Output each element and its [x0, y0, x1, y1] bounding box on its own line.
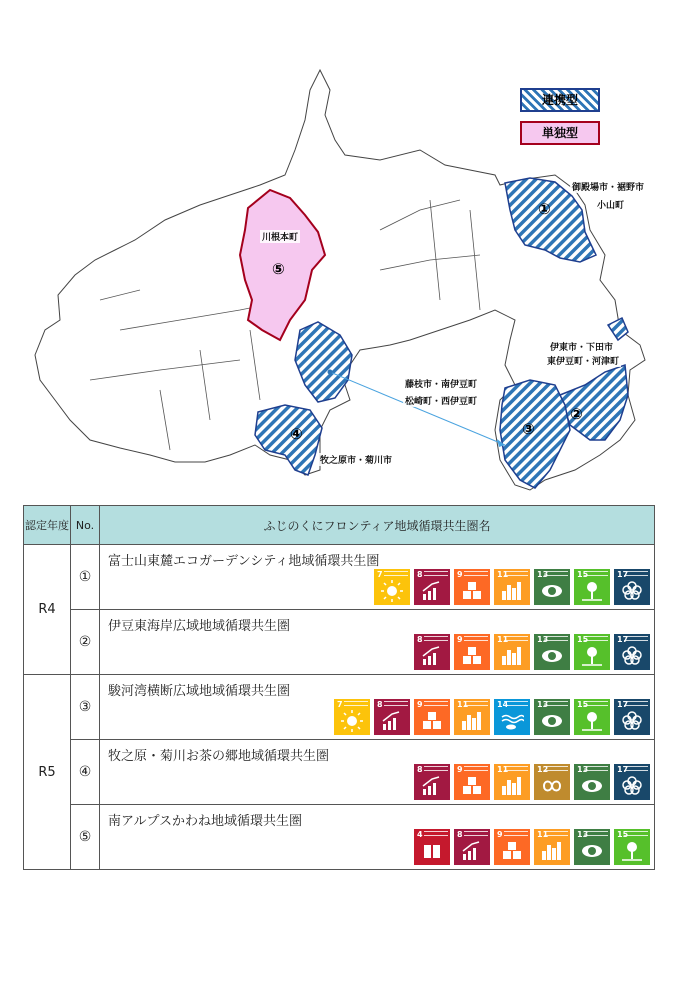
city-icon	[494, 764, 530, 800]
sdg-number: 7	[337, 700, 343, 709]
region-name: 牧之原・菊川お茶の郷地域循環共生圏	[108, 749, 330, 764]
sdg-number: 8	[417, 765, 423, 774]
sdg-number: 4	[417, 830, 423, 839]
tree-icon	[614, 829, 650, 865]
number-cell: ①	[71, 545, 100, 610]
rings-icon	[614, 699, 650, 735]
year-cell: R4	[24, 545, 71, 675]
name-cell	[100, 805, 655, 870]
sdg-number: 9	[497, 830, 503, 839]
header-no: No.	[71, 506, 100, 545]
sdg-number: 13	[577, 765, 589, 774]
number-cell: ⑤	[71, 805, 100, 870]
sdg-icons	[414, 764, 650, 800]
sdg-number: 15	[617, 830, 629, 839]
sdg-number: 11	[497, 765, 509, 774]
sdg-number: 8	[377, 700, 383, 709]
growth-chart-icon	[414, 634, 450, 670]
sdg-number: 8	[417, 635, 423, 644]
table-row	[24, 805, 655, 870]
legend-cooperative: 連携型	[520, 88, 600, 112]
sdg-number: 17	[617, 570, 629, 579]
cubes-icon	[454, 569, 490, 605]
tree-icon	[574, 569, 610, 605]
sdg-number: 9	[457, 570, 463, 579]
sdg-number: 9	[417, 700, 423, 709]
label-area4: 牧之原市・菊川市	[318, 453, 394, 466]
cubes-icon	[454, 634, 490, 670]
region-name: 駿河湾横断広域地域循環共生圏	[108, 684, 291, 699]
sdg-number: 11	[457, 700, 469, 709]
sdg-number: 15	[577, 700, 589, 709]
label-area1-b: 小山町	[595, 198, 626, 211]
sdg-number: 15	[577, 635, 589, 644]
sdg-number: 13	[537, 700, 549, 709]
label-area1-a: 御殿場市・裾野市	[570, 180, 646, 193]
table-row	[24, 740, 655, 805]
sdg-number: 17	[617, 700, 629, 709]
sdg-icons	[334, 699, 650, 735]
sdg-number: 17	[617, 765, 629, 774]
sdg-number: 8	[417, 570, 423, 579]
number-cell: ③	[71, 675, 100, 740]
growth-chart-icon	[414, 569, 450, 605]
sdg-number: 14	[497, 700, 509, 709]
sdg-number: 13	[537, 635, 549, 644]
map-number-3: ③	[522, 420, 535, 438]
city-icon	[534, 829, 570, 865]
sun-icon	[334, 699, 370, 735]
sdg-icons	[374, 569, 650, 605]
sdg-number: 17	[617, 635, 629, 644]
label-area2-a: 伊東市・下田市	[548, 340, 615, 353]
rings-icon	[614, 569, 650, 605]
eye-globe-icon	[534, 699, 570, 735]
city-icon	[494, 569, 530, 605]
sdg-number: 9	[457, 765, 463, 774]
map-number-1: ①	[538, 200, 551, 218]
label-area5: 川根本町	[260, 230, 300, 243]
sdg-number: 11	[497, 635, 509, 644]
name-cell	[100, 675, 655, 740]
table-row	[24, 610, 655, 675]
rings-icon	[614, 764, 650, 800]
eye-globe-icon	[534, 569, 570, 605]
legend-single: 単独型	[520, 121, 600, 145]
region-name: 富士山東麓エコガーデンシティ地域循環共生圏	[108, 554, 380, 569]
circulation-table	[23, 505, 655, 870]
sdg-number: 15	[577, 570, 589, 579]
sun-icon	[374, 569, 410, 605]
book-icon	[414, 829, 450, 865]
map-number-2: ②	[570, 405, 583, 423]
sdg-number: 7	[377, 570, 383, 579]
region-name: 南アルプスかわね地域循環共生圏	[108, 814, 302, 829]
city-icon	[494, 634, 530, 670]
number-cell: ②	[71, 610, 100, 675]
sdg-number: 12	[537, 765, 549, 774]
sdg-number: 11	[537, 830, 549, 839]
sdg-number: 13	[577, 830, 589, 839]
growth-chart-icon	[454, 829, 490, 865]
infinity-icon	[534, 764, 570, 800]
eye-globe-icon	[574, 829, 610, 865]
sdg-icons	[414, 829, 650, 865]
name-cell	[100, 740, 655, 805]
eye-globe-icon	[574, 764, 610, 800]
label-area2-b: 東伊豆町・河津町	[545, 354, 621, 367]
tree-icon	[574, 699, 610, 735]
area-4-polygon	[255, 405, 322, 475]
city-icon	[454, 699, 490, 735]
cubes-icon	[454, 764, 490, 800]
number-cell: ④	[71, 740, 100, 805]
header-year: 認定年度	[24, 506, 71, 545]
name-cell	[100, 545, 655, 610]
table-row	[24, 675, 655, 740]
year-cell: R5	[24, 675, 71, 870]
name-cell	[100, 610, 655, 675]
map-number-5: ⑤	[272, 260, 285, 278]
rings-icon	[614, 634, 650, 670]
growth-chart-icon	[414, 764, 450, 800]
sdg-number: 8	[457, 830, 463, 839]
cubes-icon	[414, 699, 450, 735]
growth-chart-icon	[374, 699, 410, 735]
tree-icon	[574, 634, 610, 670]
wave-fish-icon	[494, 699, 530, 735]
map-number-4: ④	[290, 425, 303, 443]
sdg-number: 11	[497, 570, 509, 579]
label-area3-b: 松崎町・西伊豆町	[403, 394, 479, 407]
header-name: ふじのくにフロンティア地域循環共生圏名	[100, 506, 655, 545]
sdg-number: 9	[457, 635, 463, 644]
table-row	[24, 545, 655, 610]
region-name: 伊豆東海岸広域地域循環共生圏	[108, 619, 291, 634]
sdg-icons	[414, 634, 650, 670]
sdg-number: 13	[537, 570, 549, 579]
eye-globe-icon	[534, 634, 570, 670]
label-area3-a: 藤枝市・南伊豆町	[403, 377, 479, 390]
cubes-icon	[494, 829, 530, 865]
